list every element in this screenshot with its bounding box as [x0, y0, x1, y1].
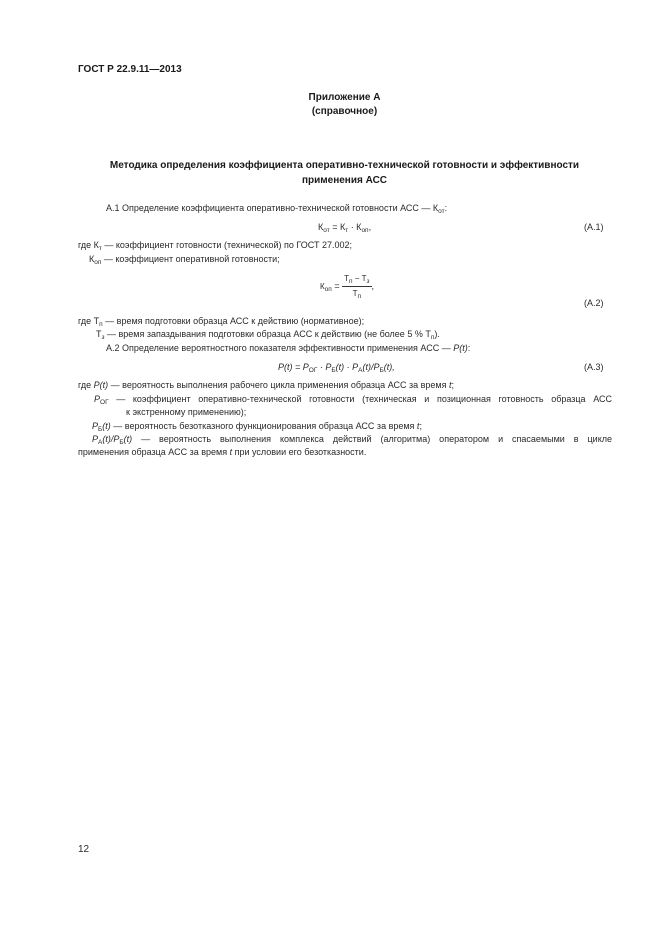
page-number: 12: [78, 844, 90, 855]
where-pb: $P_Б(t)$ — вероятность безотказного функционирования образца АСС за время t;: [92, 421, 422, 433]
formula-a3: $P(t) = P_{ОГ} \cdot P_Б(t) \cdot P_А(t)/P_Б(t)$,: [278, 362, 395, 374]
where-pt: где P(t) — вероятность выполнения рабочего цикла применения образца АСС за время t;: [78, 380, 455, 390]
appendix-title: Приложение А: [308, 92, 381, 103]
fraction: $\frac{Т_п - Т_з}{Т_п}$: [344, 274, 370, 300]
document-header: ГОСТ Р 22.9.11—2013: [78, 64, 182, 75]
clause-a1: А.1 Определение коэффициента оперативно-технической готовности АСС — $К_{от}$:: [106, 203, 448, 215]
formula-a1-label: (А.1): [584, 222, 604, 232]
where-kop: $К_{оп}$ — коэффициент оперативной готовности;: [89, 254, 280, 266]
formula-a2: $К_{оп}$ = $\frac{Т_п - Т_з}{Т_п}$ ,: [320, 274, 375, 300]
formula-a2-label: (А.2): [584, 298, 604, 308]
appendix-subtitle: (справочное): [311, 106, 378, 117]
formula-a1: $К_{от} = К_т \cdot К_{оп}$,: [318, 222, 372, 234]
where-tp: где $Т_п$ — время подготовки образца АСС к действию (нормативное);: [78, 316, 365, 328]
where-tz: $Т_з$ — время запаздывания подготовки образца АСС к действию (не более 5 % $Т_п$).: [96, 329, 440, 341]
where-kt: где $К_т$ — коэффициент готовности (технической) по ГОСТ 27.002;: [78, 240, 353, 252]
where-pog: $P_{ОГ}$ — коэффициент оперативно-технической готовности (техническая и позиционная готовность образца АСС: [94, 394, 612, 406]
where-pa-cont: применения образца АСС за время t при условии его безотказности.: [78, 447, 367, 457]
clause-a2: А.2 Определение вероятностного показателя эффективности применения АСС — P(t):: [106, 343, 471, 353]
where-pa: $P_А(t)/P_Б(t)$ — вероятность выполнения комплекса действий (алгоритма) оператором и спасаемыми в цикле: [92, 434, 612, 446]
formula-a3-label: (А.3): [584, 362, 604, 372]
where-pog-cont: к экстренному применению);: [126, 407, 247, 417]
section-title-line1: Методика определения коэффициента оперативно-технической готовности и эффективности: [109, 160, 580, 171]
section-title-line2: применения АСС: [301, 175, 388, 186]
